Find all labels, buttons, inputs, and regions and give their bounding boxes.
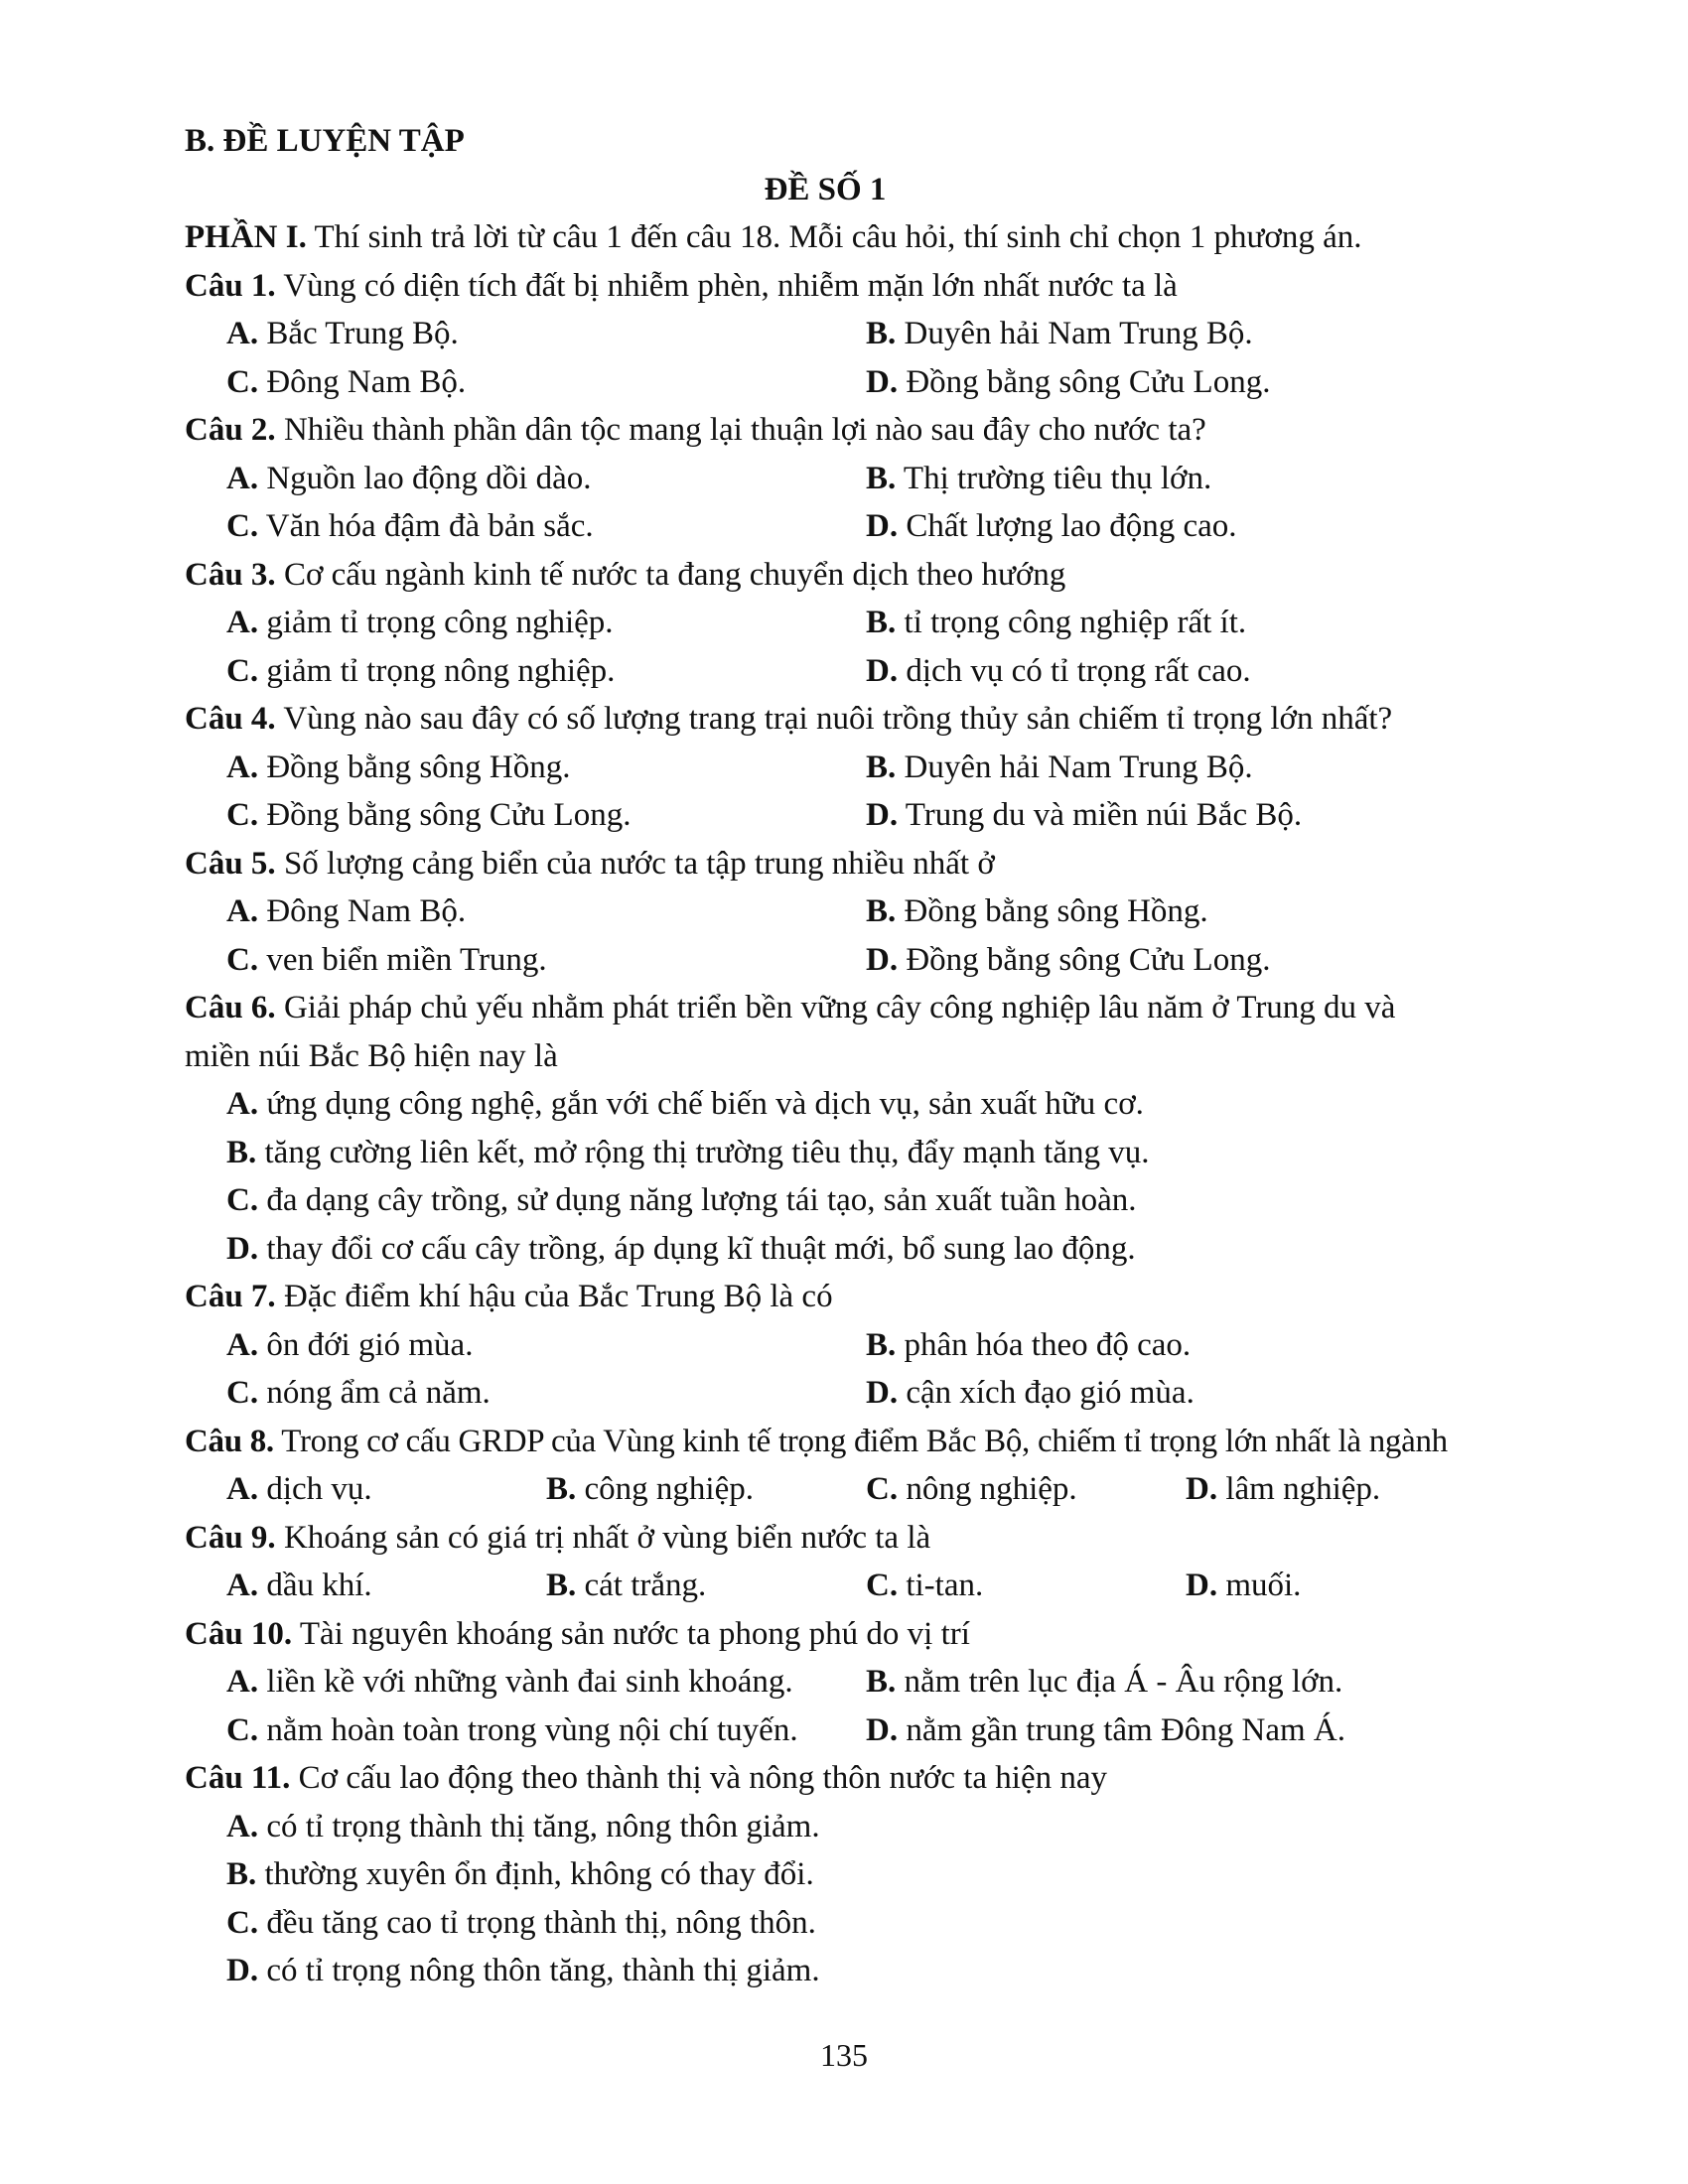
option-c: C. nóng ẩm cả năm.: [226, 1375, 491, 1411]
options-row: [185, 1658, 1505, 1706]
options-row: [185, 358, 1505, 407]
options-row: [185, 936, 1505, 985]
option-d: D. dịch vụ có tỉ trọng rất cao.: [866, 652, 1251, 689]
option-d: D. nằm gần trung tâm Đông Nam Á.: [866, 1711, 1346, 1748]
option-c: C. Đồng bằng sông Cửu Long.: [226, 797, 632, 833]
question-9: [185, 1514, 1505, 1563]
option-c: C. nằm hoàn toàn trong vùng nội chí tuyến.: [226, 1711, 798, 1748]
options-row: [185, 1706, 1505, 1755]
option-b: B. Đồng bằng sông Hồng.: [866, 893, 1208, 929]
options-row: [185, 1562, 1505, 1610]
option-b: B. tăng cường liên kết, mở rộng thị trường tiêu thụ, đẩy mạnh tăng vụ.: [226, 1134, 1150, 1170]
option-c: C. Văn hóa đậm đà bản sắc.: [226, 508, 594, 544]
question-label: Câu 4.: [185, 701, 276, 737]
options-row: [185, 744, 1505, 792]
option-d: D. muối.: [1186, 1568, 1302, 1603]
options-row: [185, 1465, 1505, 1514]
option-d: D. có tỉ trọng nông thôn tăng, thành thị giảm.: [226, 1953, 820, 1988]
option-d: D. Đồng bằng sông Cửu Long.: [866, 363, 1271, 400]
option-c: C. ven biển miền Trung.: [226, 941, 547, 978]
question-7: [185, 1273, 1505, 1321]
question-label: Câu 10.: [185, 1615, 293, 1652]
page-number: 135: [820, 2037, 868, 2073]
question-text: Trong cơ cấu GRDP của Vùng kinh tế trọng điểm Bắc Bộ, chiếm tỉ trọng lớn nhất là ngành: [273, 1423, 1448, 1459]
question-4: [185, 695, 1505, 744]
question-11: [185, 1754, 1505, 1803]
option-a: A. giảm tỉ trọng công nghiệp.: [226, 605, 614, 640]
options-row: [185, 502, 1505, 551]
option-b: B. nằm trên lục địa Á - Âu rộng lớn.: [866, 1664, 1343, 1700]
question-5: [185, 840, 1505, 888]
question-label: Câu 7.: [185, 1279, 276, 1314]
options-row: [185, 310, 1505, 358]
question-10: [185, 1610, 1505, 1659]
options-row: [185, 647, 1505, 696]
question-text: Nhiều thành phần dân tộc mang lại thuận lợi nào sau đây cho nước ta?: [275, 412, 1206, 448]
question-8: [185, 1418, 1505, 1466]
option-b: B. tỉ trọng công nghiệp rất ít.: [866, 605, 1247, 640]
option-c: C. Đông Nam Bộ.: [226, 363, 467, 400]
option-a: A. Đông Nam Bộ.: [226, 893, 467, 929]
question-label: Câu 9.: [185, 1519, 276, 1556]
question-text: Vùng có diện tích đất bị nhiễm phèn, nhiễm mặn lớn nhất nước ta là: [275, 267, 1178, 304]
option-c: C. giảm tỉ trọng nông nghiệp.: [226, 652, 616, 689]
options-row: [185, 455, 1505, 503]
option-c: C. đều tăng cao tỉ trọng thành thị, nông thôn.: [226, 1904, 816, 1941]
option-a: A. Đồng bằng sông Hồng.: [226, 749, 571, 785]
exam-title: ĐỀ SỐ 1: [764, 171, 887, 207]
question-label: Câu 6.: [185, 990, 276, 1025]
options-row: [185, 1369, 1505, 1418]
option-b: B. Duyên hải Nam Trung Bộ.: [866, 749, 1253, 785]
part-label: PHẦN I.: [185, 219, 307, 255]
option-d: D. Đồng bằng sông Cửu Long.: [866, 941, 1271, 978]
option-a: A. liền kề với những vành đai sinh khoáng.: [226, 1664, 793, 1700]
question-6: [185, 984, 1505, 1032]
option-a: A. ôn đới gió mùa.: [226, 1326, 474, 1363]
question-label: Câu 8.: [185, 1423, 274, 1459]
option-a: A. ứng dụng công nghệ, gắn với chế biến và dịch vụ, sản xuất hữu cơ.: [226, 1086, 1144, 1122]
section-title: B. ĐỀ LUYỆN TẬP: [185, 123, 465, 159]
option-d: D. cận xích đạo gió mùa.: [866, 1375, 1195, 1411]
question-text: Số lượng cảng biển của nước ta tập trung nhiều nhất ở: [275, 845, 995, 882]
option-b: B. thường xuyên ổn định, không có thay đổi.: [226, 1856, 814, 1892]
option-b: B. công nghiệp.: [546, 1471, 754, 1507]
question-text: Tài nguyên khoáng sản nước ta phong phú do vị trí: [292, 1615, 970, 1652]
option-b: B. Thị trường tiêu thụ lớn.: [866, 460, 1212, 496]
question-label: Câu 3.: [185, 556, 276, 593]
option-b: B. phân hóa theo độ cao.: [866, 1326, 1192, 1363]
option-a: A. dịch vụ.: [226, 1471, 372, 1507]
question-1: [185, 262, 1505, 311]
question-label: Câu 5.: [185, 845, 276, 882]
document-page: [185, 117, 1505, 1995]
option-c: C. nông nghiệp.: [866, 1471, 1077, 1507]
option-c: C. đa dạng cây trồng, sử dụng năng lượng tái tạo, sản xuất tuần hoàn.: [226, 1182, 1137, 1218]
option-a: A. có tỉ trọng thành thị tăng, nông thôn giảm.: [226, 1808, 820, 1844]
options-row: [185, 1321, 1505, 1370]
option-d: D. lâm nghiệp.: [1186, 1471, 1381, 1507]
question-text: Giải pháp chủ yếu nhằm phát triển bền vững cây công nghiệp lâu năm ở Trung du và: [275, 990, 1396, 1025]
options-row: [185, 887, 1505, 936]
part-instruction: [185, 213, 1505, 262]
question-text: Cơ cấu lao động theo thành thị và nông thôn nước ta hiện nay: [290, 1760, 1107, 1796]
question-text: Khoáng sản có giá trị nhất ở vùng biển nước ta là: [275, 1519, 931, 1556]
option-b: B. cát trắng.: [546, 1568, 707, 1603]
question-text: Cơ cấu ngành kinh tế nước ta đang chuyển dịch theo hướng: [275, 556, 1066, 593]
question-text-continued: miền núi Bắc Bộ hiện nay là: [185, 1037, 558, 1074]
option-c: C. ti-tan.: [866, 1568, 984, 1603]
option-a: A. dầu khí.: [226, 1568, 372, 1603]
question-2: [185, 406, 1505, 455]
question-text: Đặc điểm khí hậu của Bắc Trung Bộ là có: [275, 1279, 833, 1314]
option-d: D. Chất lượng lao động cao.: [866, 508, 1237, 544]
option-b: B. Duyên hải Nam Trung Bộ.: [866, 316, 1253, 351]
option-d: D. Trung du và miền núi Bắc Bộ.: [866, 797, 1303, 833]
question-label: Câu 1.: [185, 267, 276, 304]
option-a: A. Nguồn lao động dồi dào.: [226, 460, 592, 496]
option-d: D. thay đổi cơ cấu cây trồng, áp dụng kĩ thuật mới, bổ sung lao động.: [226, 1230, 1136, 1267]
part-instruction-text: Thí sinh trả lời từ câu 1 đến câu 18. Mỗi câu hỏi, thí sinh chỉ chọn 1 phương án.: [306, 219, 1362, 255]
question-text: Vùng nào sau đây có số lượng trang trại nuôi trồng thủy sản chiếm tỉ trọng lớn nhất?: [275, 701, 1393, 737]
question-3: [185, 551, 1505, 600]
question-label: Câu 11.: [185, 1760, 291, 1796]
option-a: A. Bắc Trung Bộ.: [226, 316, 459, 351]
options-row: [185, 791, 1505, 840]
options-row: [185, 599, 1505, 647]
question-label: Câu 2.: [185, 412, 276, 448]
